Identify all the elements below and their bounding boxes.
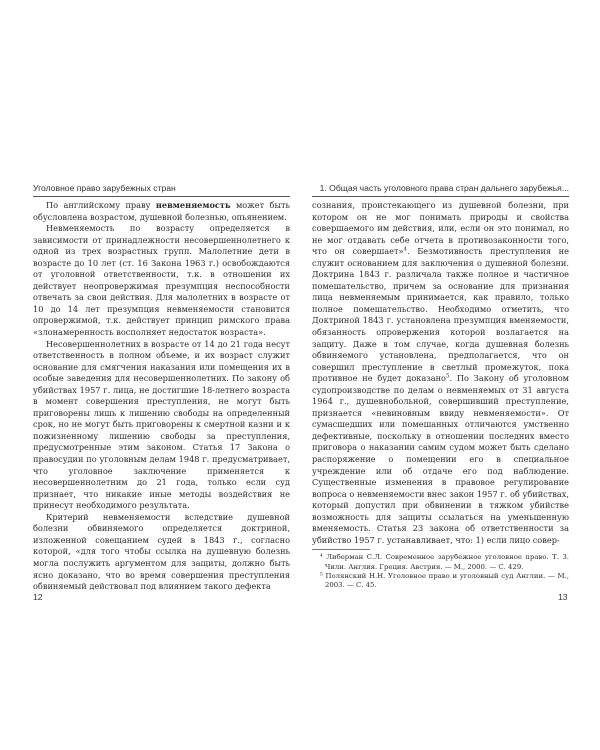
left-page-body — [33, 200, 290, 593]
text-run: . По Закону об уголовном судопроизводстве по делам о невменяемых от 31 августа 1964 г., душевнобольной, совершивший преступление, признается «невиновным ввиду невменяемости». От сумасшедших или помешанных отличаются умственно дефективные, поскольку в отношении последних вместо приговора о наказании самим судом может быть сделано распоряжение о помещении его в специальное учреждение или об отдаче его под наблюдение. Существенные изменения в правовое регулирование вопроса о невменяемости внес закон 1957 г. об убийствах, который допустил при обвинении в тяжком убийстве возможность для защиты ссылаться на уменьшенную вменяемость. Статья 23 закона об ответственности за убийство 1957 г. устанавливает, что: 1) если лицо совер- — [312, 373, 569, 545]
footnote-ref: 5 — [445, 373, 450, 380]
right-paragraph-1 — [312, 200, 569, 546]
right-page-number: 13 — [558, 592, 568, 602]
right-page — [312, 182, 569, 590]
left-running-head: Уголовное право зарубежных стран — [33, 183, 176, 193]
left-paragraph-3: Несовершеннолетних в возрасте от 14 до 21 года несут ответственность в полном объеме, и их возраст служит основание для смягчения наказания или помещения их в особые заведения для несовершеннолетних. По закону об убийствах 1957 г. лица, не достигшие 18-летнего возраста в момент совершения преступления, не могут быть приговорены лишь к лишению свободы на определенный срок, но не могут быть приговорены к смертной казни и к пожизненному лишению свободы за преступления, предусмотренные этим законом. Статья 17 Закона о правосудии по уголовным делам 1948 г. предусматривает, что уголовное заключение применяется к несовершеннолетним до 21 года, только если суд признает, что никакие иные методы воздействия не принесут необходимого результата. — [33, 338, 290, 511]
footnotes — [312, 553, 569, 590]
footnote-separator — [312, 549, 370, 550]
footnote-5: ⁵ Полянский Н.Н. Уголовное право и уголовный суд Англии. — М., 2003. — С. 45. — [320, 571, 569, 590]
text-run: По английскому праву — [46, 200, 156, 210]
left-paragraph-2: Невменяемость по возрасту определяется в зависимости от принадлежности несовершеннолетнего к одной из трех возрастных групп. Малолетние дети в возрасте до 10 лет (ст. 16 Закона 1963 г.) освобождаются от уголовной ответственности, т.к. в отношении их действует неопровержимая презумпция неспособности отвечать за свои действия. Для малолетних в возрасте от 10 до 14 лет презумпция невменяемости становится опровержимой, т.к. действует принцип римского права «злонамеренность восполняет недостаток возраста». — [33, 223, 290, 338]
bold-term: невменяемость — [155, 200, 231, 210]
right-page-body — [312, 200, 569, 546]
footnote-ref: 4 — [403, 246, 408, 253]
left-page — [33, 182, 290, 593]
left-header-rule — [33, 196, 290, 197]
left-paragraph-1 — [33, 200, 290, 223]
left-page-number: 12 — [33, 592, 43, 602]
footnote-4: ⁴ Либерман С.Л. Современное зарубежное уголовное право. Т. 3. Чили. Англия. Греция. Австрия. — М., 2000. — С. 429. — [320, 553, 569, 571]
text-run: сознания, проистекающего из душевной болезни, при котором он не мог понимать природы и свойства совершаемого им действия, или, если он это понимал, но не мог отдавать себе отчета в противозаконности того, что он совершает» — [312, 200, 569, 257]
text-run: . Безмотивность преступления не служит основанием для заключения о душевной болезни. Доктрина 1843 г. различала также полное и частичное помешательство, причем за основание для признания лица невменяемым принимается, как правило, только полное помешательство. Необходимо отметить, что Доктриной 1843 г. установлена презумпция вменяемости, обязанность опровержения которой возлагается на защиту. Даже в том случае, когда душевная болезнь обвиняемого установлена, предполагается, что он совершил преступление в светлый промежуток, пока противное не будет доказано — [312, 246, 569, 384]
text-run: может быть обусловлена возрастом, душевной болезнью, опьянением. — [33, 200, 290, 222]
right-running-head: 1. Общая часть уголовного права стран дальнего зарубежья... — [319, 183, 569, 193]
right-header-rule — [312, 196, 569, 197]
left-paragraph-4: Критерий невменяемости вследствие душевной болезни обвиняемого определяется доктриной, изложенной совещанием судей в 1843 г., согласно которой, «для того чтобы ссылка на душевную болезнь могла послужить аргументом для защиты, должно быть ясно доказано, что во время совершения преступления обвиняемый действовал под влиянием такого дефекта — [33, 511, 290, 592]
